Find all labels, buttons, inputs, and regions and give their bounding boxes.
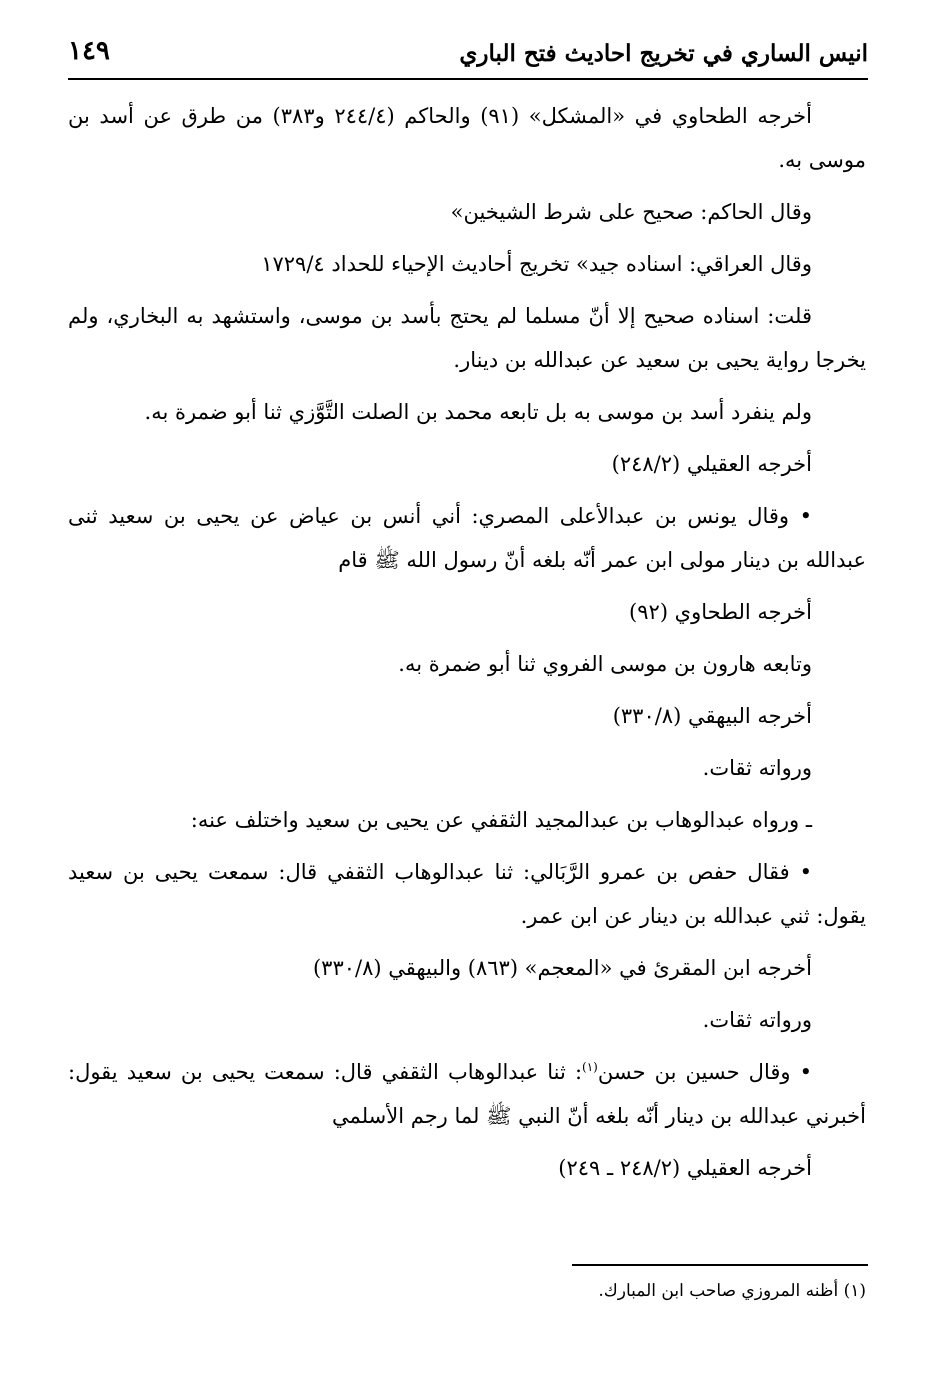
footnote-marker: (١): [582, 1060, 598, 1074]
paragraph: ولم ينفرد أسد بن موسى به بل تابعه محمد بن الصلت التَّوَّزي ثنا أبو ضمرة به.: [144, 400, 812, 424]
footnote-text: أظنه المروزي صاحب ابن المبارك.: [598, 1281, 839, 1301]
paragraph: ورواته ثقات.: [702, 756, 812, 780]
footnote-divider: [572, 1264, 868, 1266]
paragraph-with-footnote: [68, 1050, 866, 1138]
paragraph: • فقال حفص بن عمرو الرَّبَالي: ثنا عبدالوهاب الثقفي قال: سمعت يحيى بن سعيد يقول: ثني عبدالله بن دينار عن ابن عمر.: [68, 860, 866, 928]
paragraph: قلت: اسناده صحيح إلا أنّ مسلما لم يحتج بأسد بن موسى، واستشهد به البخاري، ولم يخرجا رواية يحيى بن سعيد عن عبدالله بن دينار.: [68, 304, 866, 372]
running-title: انيس الساري في تخريج احاديث فتح الباري: [459, 40, 868, 67]
page-number: ١٤٩: [68, 36, 110, 66]
paragraph: • وقال يونس بن عبدالأعلى المصري: أني أنس بن عياض عن يحيى بن سعيد ثنى عبدالله بن دينار مولى ابن عمر أنّه بلغه أنّ رسول الله ﷺ قام: [68, 504, 866, 572]
paragraph: وتابعه هارون بن موسى الفروي ثنا أبو ضمرة به.: [398, 652, 812, 676]
paragraph: أخرجه العقيلي (٢٤٨/٢ ـ ٢٤٩): [558, 1156, 812, 1180]
footnote-number: (١): [843, 1281, 866, 1301]
paragraph: أخرجه الطحاوي في «المشكل» (٩١) والحاكم (٢٤٤/٤ و٣٨٣) من طرق عن أسد بن موسى به.: [68, 104, 866, 172]
main-text: [68, 94, 866, 1198]
footnote: [68, 1276, 866, 1306]
paragraph: أخرجه الطحاوي (٩٢): [629, 600, 812, 624]
husain-text-start: • وقال حسين بن حسن: [597, 1060, 812, 1084]
paragraph: وقال الحاكم: صحيح على شرط الشيخين»: [450, 200, 812, 224]
paragraph: أخرجه البيهقي (٣٣٠/٨): [612, 704, 812, 728]
paragraph: ـ ورواه عبدالوهاب بن عبدالمجيد الثقفي عن يحيى بن سعيد واختلف عنه:: [190, 808, 812, 832]
paragraph: ورواته ثقات.: [702, 1008, 812, 1032]
page-header: [68, 30, 868, 80]
paragraph: أخرجه ابن المقرئ في «المعجم» (٨٦٣) والبيهقي (٣٣٠/٨): [312, 956, 812, 980]
husain-text-end: : ثنا عبدالوهاب الثقفي قال: سمعت يحيى بن سعيد يقول: أخبرني عبدالله بن دينار أنّه بلغه أنّ النبي ﷺ لما رجم الأسلمي: [68, 1060, 866, 1128]
paragraph: وقال العراقي: اسناده جيد» تخريج أحاديث الإحياء للحداد ١٧٢٩/٤: [261, 252, 812, 276]
paragraph: أخرجه العقيلي (٢٤٨/٢): [611, 452, 812, 476]
